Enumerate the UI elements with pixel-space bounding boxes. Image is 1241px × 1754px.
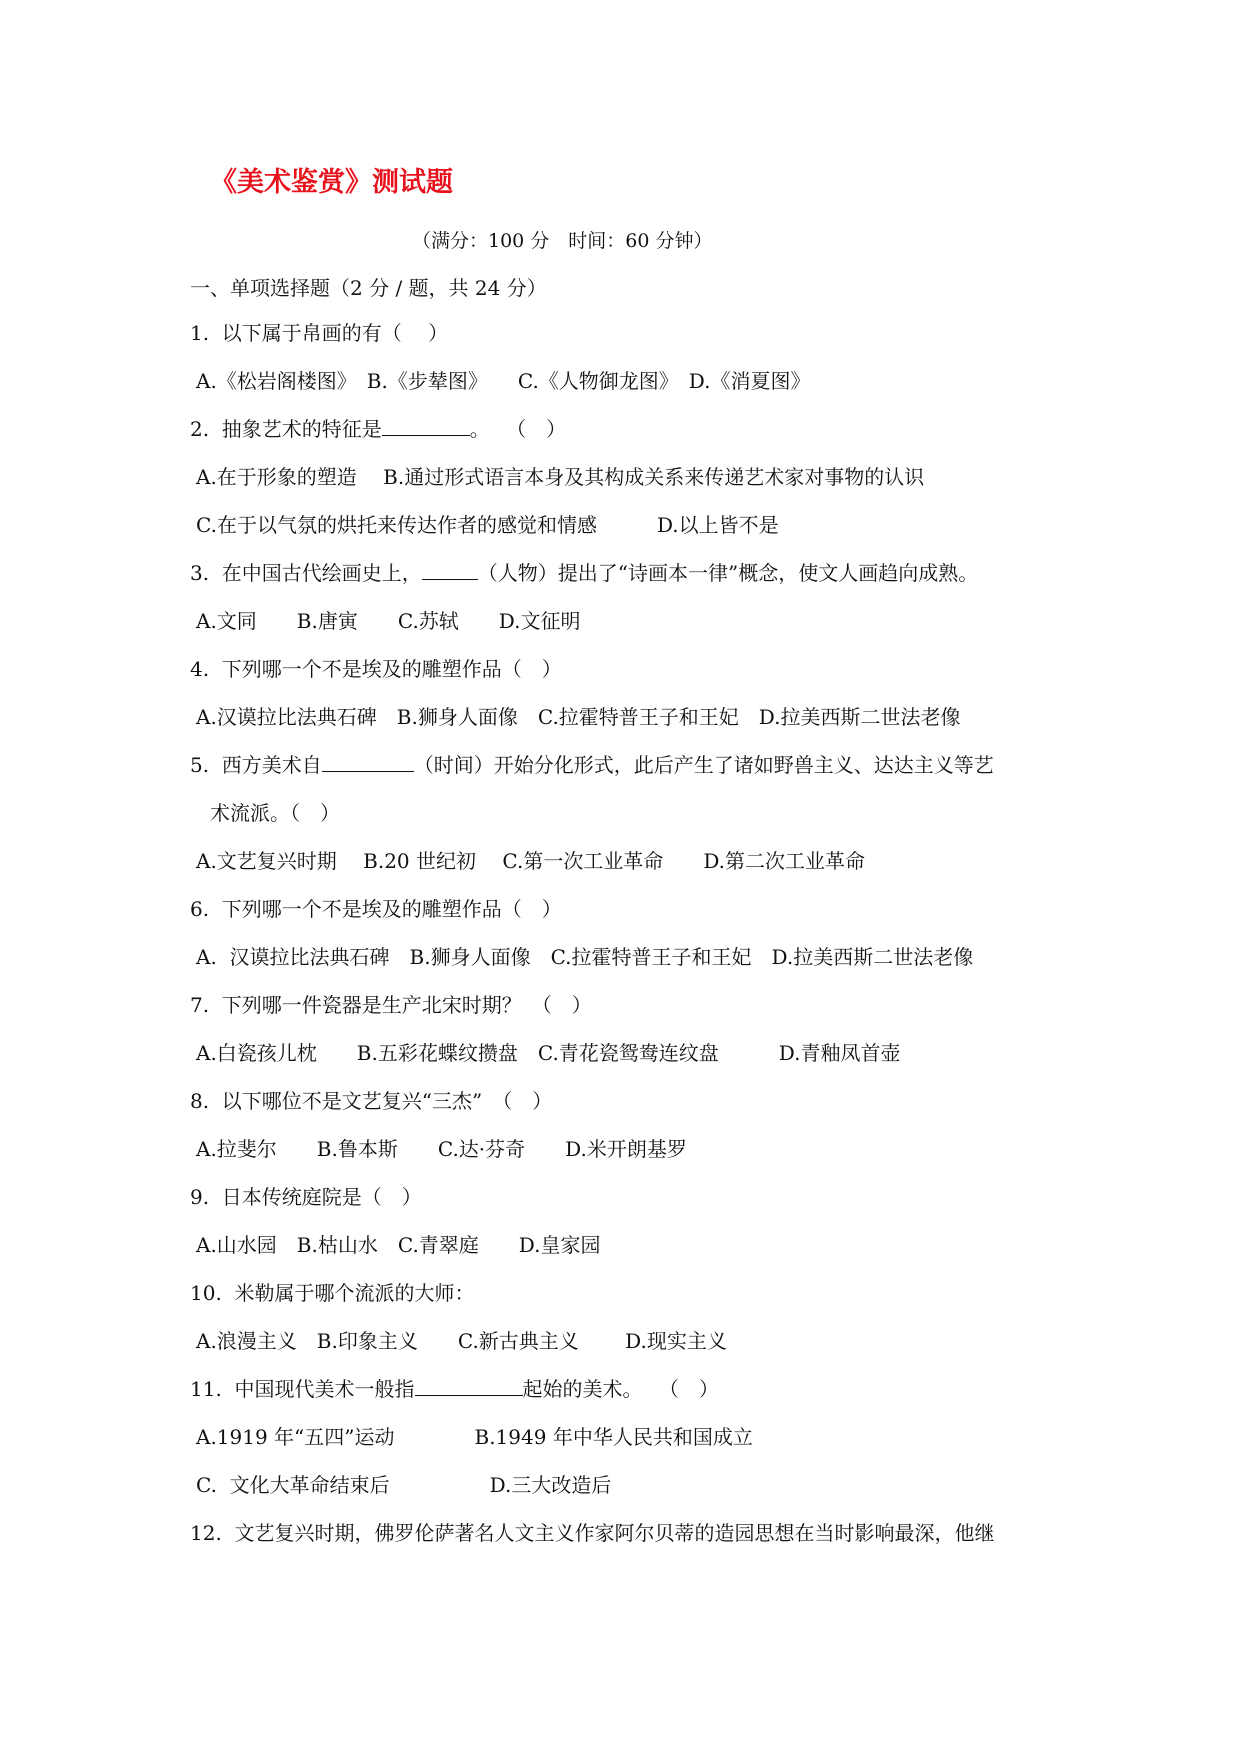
section-heading: 一、单项选择题（2 分 / 题，共 24 分） <box>190 276 547 300</box>
question-11-options-line1: A.1919 年“五四”运动 B.1949 年中华人民共和国成立 <box>196 1425 753 1449</box>
exam-info: （满分：100 分 时间：60 分钟） <box>412 230 713 252</box>
question-5-stem-continued: 术流派。（ ） <box>210 801 340 825</box>
answer-blank <box>322 753 414 772</box>
question-5-stem <box>190 752 994 778</box>
question-8-options: A.拉斐尔 B.鲁本斯 C.达·芬奇 D.米开朗基罗 <box>196 1137 687 1161</box>
question-2-options-line1: A.在于形象的塑造 B.通过形式语言本身及其构成关系来传递艺术家对事物的认识 <box>196 465 925 489</box>
question-3-options: A.文同 B.唐寅 C.苏轼 D.文征明 <box>196 609 581 633</box>
question-9-options: A.山水园 B.枯山水 C.青翠庭 D.皇家园 <box>196 1233 601 1257</box>
question-2-stem-start: 2. 抽象艺术的特征是 <box>190 417 382 441</box>
question-11-stem <box>190 1376 719 1402</box>
question-11-options-line2: C. 文化大革命结束后 D.三大改造后 <box>196 1473 612 1497</box>
question-4-stem: 4. 下列哪一个不是埃及的雕塑作品（ ） <box>190 657 562 681</box>
answer-blank <box>382 417 470 436</box>
question-8-stem: 8. 以下哪位不是文艺复兴“三杰” （ ） <box>190 1089 553 1113</box>
answer-blank <box>422 561 478 580</box>
question-2-stem <box>190 416 566 442</box>
question-10-options: A.浪漫主义 B.印象主义 C.新古典主义 D.现实主义 <box>196 1329 727 1353</box>
question-6-stem: 6. 下列哪一个不是埃及的雕塑作品（ ） <box>190 897 562 921</box>
question-12-stem: 12. 文艺复兴时期，佛罗伦萨著名人文主义作家阿尔贝蒂的造园思想在当时影响最深，他继 <box>190 1521 995 1545</box>
question-5-stem-end: （时间）开始分化形式，此后产生了诸如野兽主义、达达主义等艺 <box>413 753 994 777</box>
question-5-options: A.文艺复兴时期 B.20 世纪初 C.第一次工业革命 D.第二次工业革命 <box>196 849 866 873</box>
question-9-stem: 9. 日本传统庭院是（ ） <box>190 1185 422 1209</box>
question-2-options-line2: C.在于以气氛的烘托来传达作者的感觉和情感 D.以上皆不是 <box>196 513 779 537</box>
question-6-options: A. 汉谟拉比法典石碑 B.狮身人面像 C.拉霍特普王子和王妃 D.拉美西斯二世法老像 <box>196 945 974 969</box>
question-3-stem-end: （人物）提出了“诗画本一律”概念，使文人画趋向成熟。 <box>477 561 979 585</box>
question-10-stem: 10. 米勒属于哪个流派的大师： <box>190 1281 475 1305</box>
question-4-options: A.汉谟拉比法典石碑 B.狮身人面像 C.拉霍特普王子和王妃 D.拉美西斯二世法老像 <box>196 705 961 729</box>
question-11-stem-end: 起始的美术。 （ ） <box>522 1377 719 1401</box>
question-1-options: A.《松岩阁楼图》 B.《步辇图》 C.《人物御龙图》 D.《消夏图》 <box>196 369 811 393</box>
page-title: 《美术鉴赏》测试题 <box>210 167 453 198</box>
question-7-options: A.白瓷孩儿枕 B.五彩花蝶纹攒盘 C.青花瓷鸳鸯连纹盘 D.青釉凤首壶 <box>196 1041 901 1065</box>
question-5-stem-start: 5. 西方美术自 <box>190 753 322 777</box>
question-2-stem-end: 。 （ ） <box>469 417 567 441</box>
question-7-stem: 7. 下列哪一件瓷器是生产北宋时期？ （ ） <box>190 993 592 1017</box>
question-11-stem-start: 11. 中国现代美术一般指 <box>190 1377 415 1401</box>
answer-blank <box>415 1377 523 1396</box>
question-1-stem: 1. 以下属于帛画的有（ ） <box>190 321 449 345</box>
question-3-stem-start: 3. 在中国古代绘画史上， <box>190 561 422 585</box>
question-3-stem <box>190 560 978 586</box>
